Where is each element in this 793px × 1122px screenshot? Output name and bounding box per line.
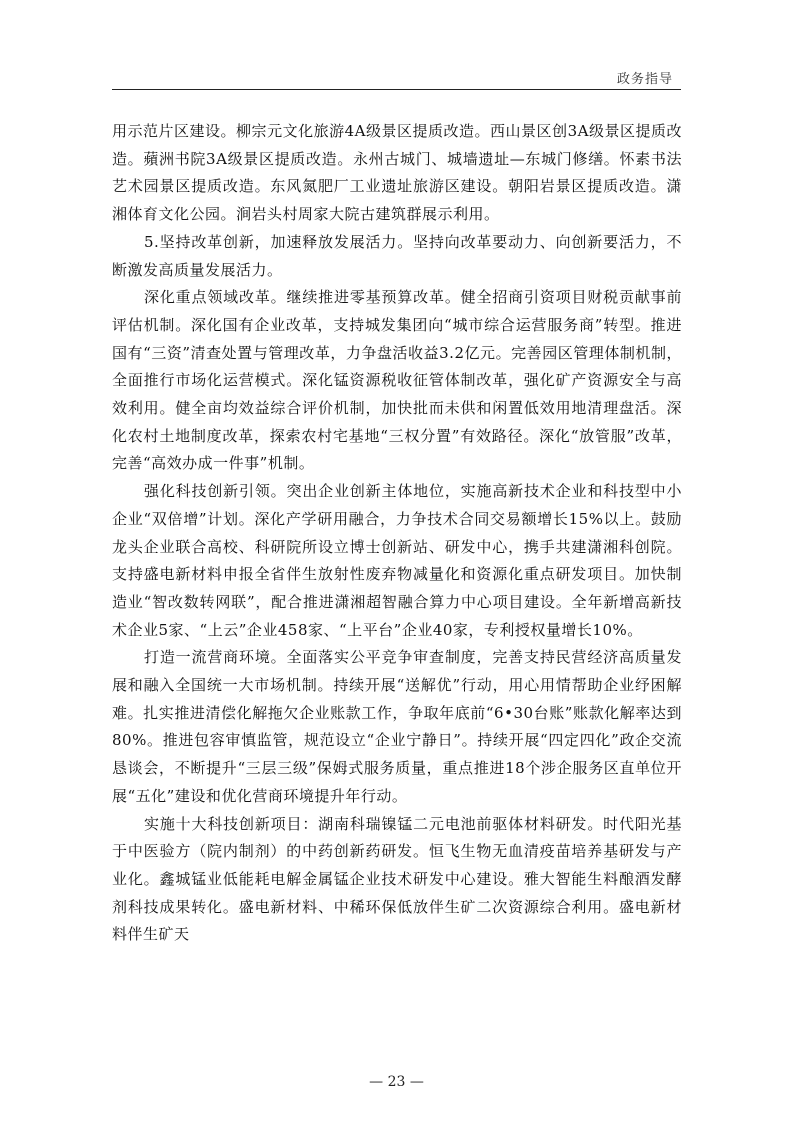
section-label: 政务指导: [616, 72, 673, 87]
paragraph-continuation: 用示范片区建设。柳宗元文化旅游4A级景区提质改造。西山景区创3A级景区提质改造。蘋洲书院3A级景区提质改造。永州古城门、城墙遗址—东城门修缮。怀素书法艺术园景区提质改造。东风氮肥厂工业遗址旅游区建设。朝阳岩景区提质改造。潇湘体育文化公园。涧岩头村周家大院古建筑群展示利用。: [112, 122, 682, 224]
page-header: [112, 64, 681, 90]
paragraph-innovation: 强化科技创新引领。突出企业创新主体地位，实施高新技术企业和科技型中小企业“双倍增”计划。深化产学研用融合，力争技术合同交易额增长15%以上。鼓励龙头企业联合高校、科研院所设立博士创新站、研发中心，携手共建潇湘科创院。支持盛电新材料申报全省伴生放射性废弃物减量化和资源化重点研发项目。加快制造业“智改数转网联”，配合推进潇湘超智融合算力中心项目建设。全年新增高新技术企业5家、“上云”企业458家、“上平台”企业40家，专利授权量增长10%。: [112, 482, 682, 639]
page-number: — 23 —: [369, 1074, 424, 1090]
paragraph-business-environment: 打造一流营商环境。全面落实公平竞争审查制度，完善支持民营经济高质量发展和融入全国统一大市场机制。持续开展“送解优”行动，用心用情帮助企业纾困解难。扎实推进清偿化解拖欠企业账款工作，争取年底前“6•30台账”账款化解率达到80%。推进包容审慎监管，规范设立“企业宁静日”。持续开展“四定四化”政企交流恳谈会，不断提升“三层三级”保姆式服务质量，重点推进18个涉企服务区直单位开展“五化”建设和优化营商环境提升年行动。: [112, 648, 682, 805]
header-rule: [112, 89, 681, 90]
paragraph-section-heading: 5.坚持改革创新，加速释放发展活力。坚持向改革要动力、向创新要活力，不断激发高质量发展活力。: [112, 232, 682, 279]
body-text: [112, 118, 682, 949]
paragraph-tech-projects: 实施十大科技创新项目：湖南科瑞镍锰二元电池前驱体材料研发。时代阳光基于中医验方（院内制剂）的中药创新药研发。恒飞生物无血清疫苗培养基研发与产业化。鑫城锰业低能耗电解金属锰企业技术研发中心建设。雅大智能生料酿酒发酵剂科技成果转化。盛电新材料、中稀环保低放伴生矿二次资源综合利用。盛电新材料伴生矿天: [112, 814, 682, 944]
paragraph-reform: 深化重点领域改革。继续推进零基预算改革。健全招商引资项目财税贡献事前评估机制。深化国有企业改革，支持城发集团向“城市综合运营服务商”转型。推进国有“三资”清查处置与管理改革，力争盘活收益3.2亿元。完善园区管理体制机制，全面推行市场化运营模式。深化锰资源税收征管体制改革，强化矿产资源安全与高效利用。健全亩均效益综合评价机制，加快批而未供和闲置低效用地清理盘活。深化农村土地制度改革，探索农村宅基地“三权分置”有效路径。深化“放管服”改革，完善“高效办成一件事”机制。: [112, 288, 682, 473]
